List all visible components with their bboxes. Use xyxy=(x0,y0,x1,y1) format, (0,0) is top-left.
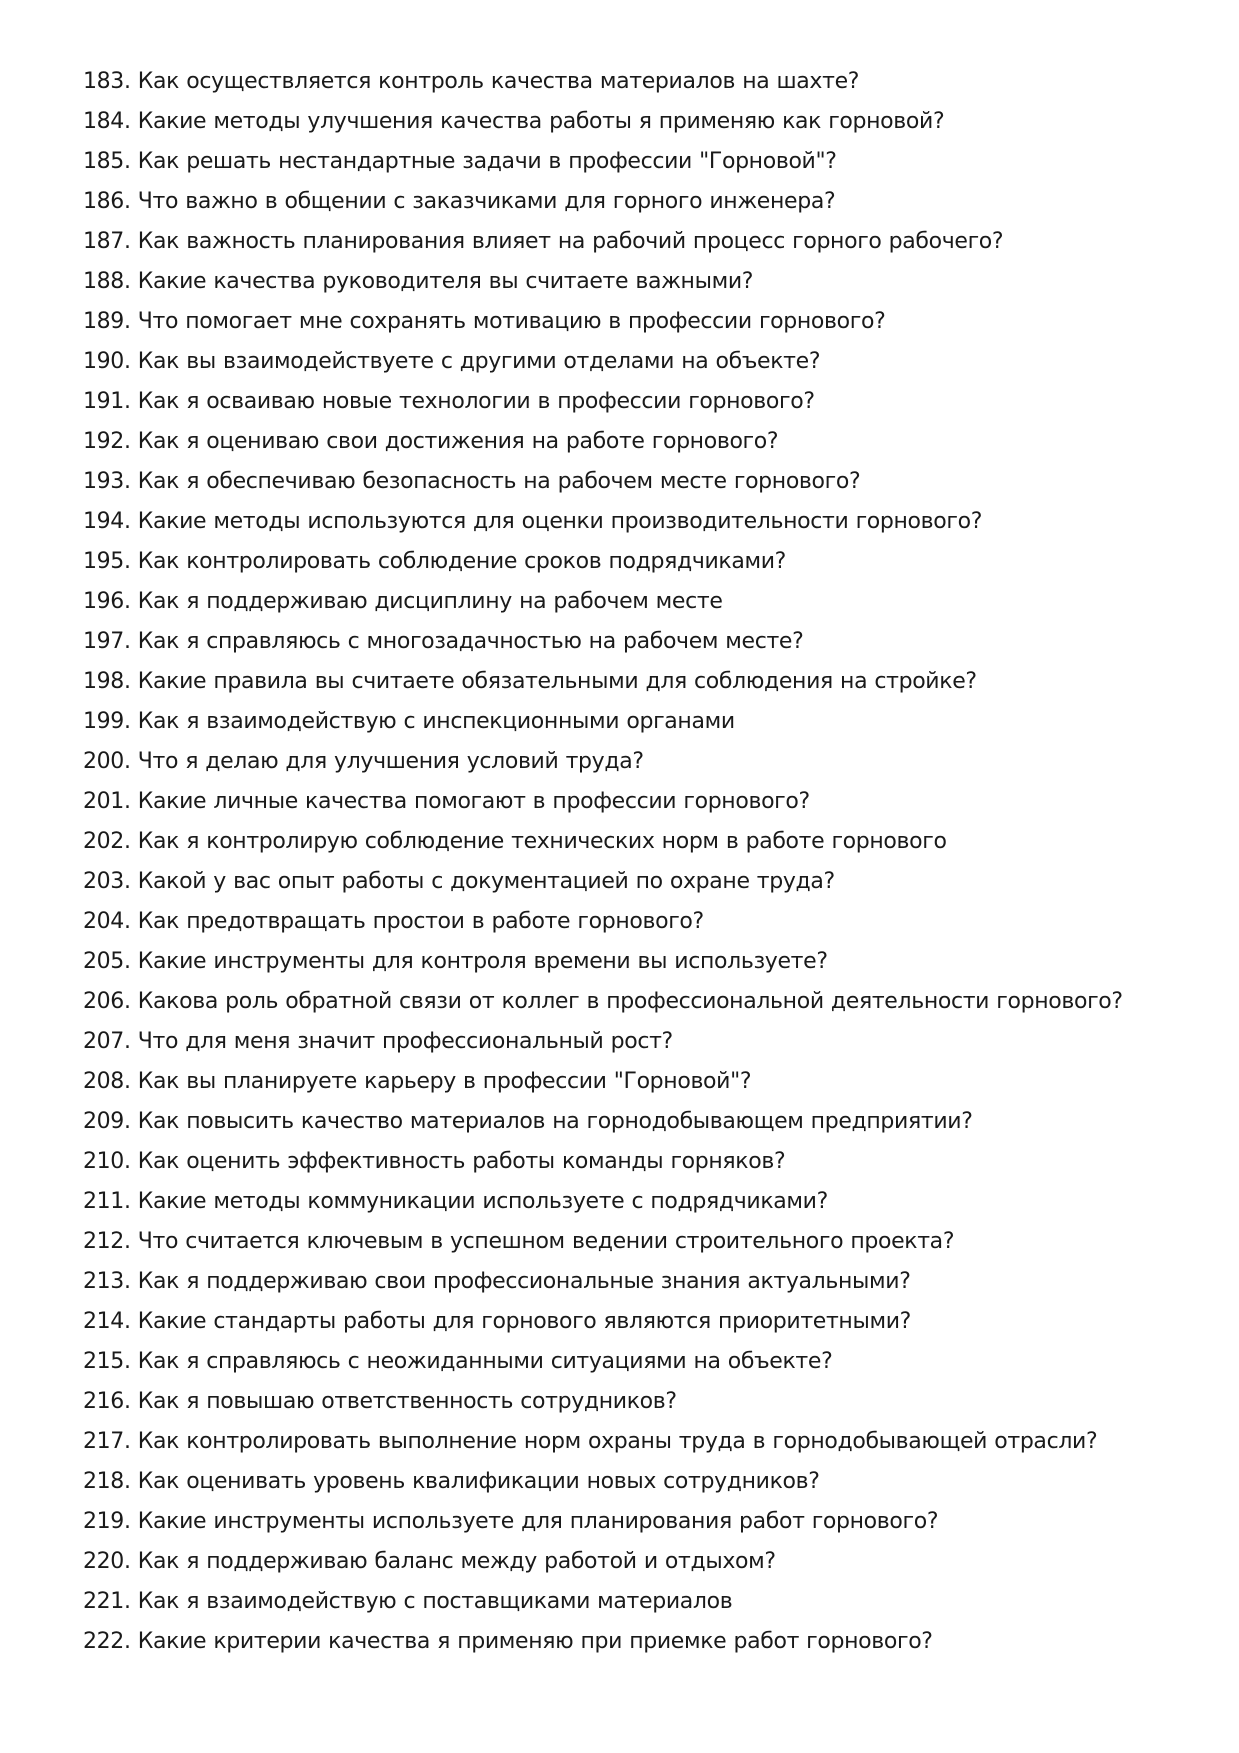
question-number: 214. xyxy=(83,1309,131,1334)
question-number: 200. xyxy=(83,749,131,774)
question-text: Какие инструменты используете для планирования работ горнового? xyxy=(137,1509,939,1534)
question-text: Как я поддерживаю свои профессиональные знания актуальными? xyxy=(137,1269,911,1294)
question-number: 183. xyxy=(83,69,131,94)
question-text: Что помогает мне сохранять мотивацию в профессии горнового? xyxy=(137,309,886,334)
question-number: 193. xyxy=(83,469,131,494)
question-number: 217. xyxy=(83,1429,131,1454)
question-number: 216. xyxy=(83,1389,131,1414)
question-item xyxy=(83,582,1193,622)
question-item xyxy=(83,1582,1193,1622)
question-text: Что я делаю для улучшения условий труда? xyxy=(137,749,644,774)
question-item xyxy=(83,1622,1193,1662)
question-number: 184. xyxy=(83,109,131,134)
question-text: Как оценивать уровень квалификации новых сотрудников? xyxy=(137,1469,820,1494)
question-number: 203. xyxy=(83,869,131,894)
question-number: 185. xyxy=(83,149,131,174)
question-item xyxy=(83,1262,1193,1302)
question-item xyxy=(83,622,1193,662)
question-item xyxy=(83,982,1193,1022)
question-text: Какие методы используются для оценки производительности горнового? xyxy=(137,509,983,534)
question-item xyxy=(83,1302,1193,1342)
question-number: 197. xyxy=(83,629,131,654)
question-text: Какие качества руководителя вы считаете важными? xyxy=(137,269,754,294)
question-list xyxy=(83,62,1193,1662)
question-text: Как контролировать выполнение норм охраны труда в горнодобывающей отрасли? xyxy=(137,1429,1098,1454)
question-text: Как контролировать соблюдение сроков подрядчиками? xyxy=(137,549,786,574)
question-text: Как я оцениваю свои достижения на работе горнового? xyxy=(137,429,779,454)
question-number: 189. xyxy=(83,309,131,334)
question-item xyxy=(83,1102,1193,1142)
question-number: 222. xyxy=(83,1629,131,1654)
question-item xyxy=(83,422,1193,462)
question-item xyxy=(83,1342,1193,1382)
question-item xyxy=(83,1382,1193,1422)
question-text: Как я взаимодействую с инспекционными органами xyxy=(137,709,735,734)
question-item xyxy=(83,942,1193,982)
question-text: Как важность планирования влияет на рабочий процесс горного рабочего? xyxy=(137,229,1004,254)
question-number: 215. xyxy=(83,1349,131,1374)
question-text: Какие методы улучшения качества работы я применяю как горновой? xyxy=(137,109,945,134)
question-number: 209. xyxy=(83,1109,131,1134)
question-text: Какие методы коммуникации используете с подрядчиками? xyxy=(137,1189,828,1214)
question-item xyxy=(83,462,1193,502)
question-number: 213. xyxy=(83,1269,131,1294)
question-text: Какой у вас опыт работы с документацией по охране труда? xyxy=(137,869,835,894)
question-number: 192. xyxy=(83,429,131,454)
question-number: 188. xyxy=(83,269,131,294)
question-item xyxy=(83,1222,1193,1262)
question-text: Как я поддерживаю баланс между работой и отдыхом? xyxy=(137,1549,776,1574)
question-number: 199. xyxy=(83,709,131,734)
question-number: 207. xyxy=(83,1029,131,1054)
question-item xyxy=(83,1462,1193,1502)
question-item xyxy=(83,1022,1193,1062)
question-number: 221. xyxy=(83,1589,131,1614)
question-item xyxy=(83,702,1193,742)
question-text: Какие критерии качества я применяю при приемке работ горнового? xyxy=(137,1629,933,1654)
question-number: 202. xyxy=(83,829,131,854)
question-item xyxy=(83,782,1193,822)
question-text: Как я поддерживаю дисциплину на рабочем месте xyxy=(137,589,723,614)
question-text: Как я справляюсь с неожиданными ситуациями на объекте? xyxy=(137,1349,833,1374)
question-text: Какие личные качества помогают в профессии горнового? xyxy=(137,789,810,814)
question-text: Как я осваиваю новые технологии в профессии горнового? xyxy=(137,389,815,414)
question-text: Как я обеспечиваю безопасность на рабочем месте горнового? xyxy=(137,469,861,494)
question-text: Как вы взаимодействуете с другими отделами на объекте? xyxy=(137,349,821,374)
question-item xyxy=(83,1542,1193,1582)
question-item xyxy=(83,262,1193,302)
question-text: Как решать нестандартные задачи в профессии "Горновой"? xyxy=(137,149,837,174)
question-text: Что важно в общении с заказчиками для горного инженера? xyxy=(137,189,836,214)
question-item xyxy=(83,502,1193,542)
question-text: Какие стандарты работы для горнового являются приоритетными? xyxy=(137,1309,912,1334)
question-number: 208. xyxy=(83,1069,131,1094)
question-item xyxy=(83,862,1193,902)
question-item xyxy=(83,302,1193,342)
question-item xyxy=(83,142,1193,182)
question-item xyxy=(83,1422,1193,1462)
question-item xyxy=(83,742,1193,782)
question-number: 205. xyxy=(83,949,131,974)
question-text: Что для меня значит профессиональный рост? xyxy=(137,1029,673,1054)
question-number: 198. xyxy=(83,669,131,694)
question-number: 194. xyxy=(83,509,131,534)
question-item xyxy=(83,182,1193,222)
question-number: 219. xyxy=(83,1509,131,1534)
question-item xyxy=(83,542,1193,582)
question-number: 186. xyxy=(83,189,131,214)
question-item xyxy=(83,1062,1193,1102)
question-number: 210. xyxy=(83,1149,131,1174)
question-number: 220. xyxy=(83,1549,131,1574)
question-item xyxy=(83,102,1193,142)
question-text: Какие инструменты для контроля времени вы используете? xyxy=(137,949,828,974)
question-number: 187. xyxy=(83,229,131,254)
question-item xyxy=(83,382,1193,422)
question-item xyxy=(83,62,1193,102)
question-number: 204. xyxy=(83,909,131,934)
question-item xyxy=(83,902,1193,942)
question-item xyxy=(83,662,1193,702)
question-item xyxy=(83,1182,1193,1222)
question-text: Как я контролирую соблюдение технических норм в работе горнового xyxy=(137,829,947,854)
question-number: 201. xyxy=(83,789,131,814)
question-item xyxy=(83,822,1193,862)
question-number: 218. xyxy=(83,1469,131,1494)
question-text: Как я повышаю ответственность сотрудников? xyxy=(137,1389,677,1414)
question-number: 212. xyxy=(83,1229,131,1254)
question-text: Как предотвращать простои в работе горнового? xyxy=(137,909,704,934)
question-text: Какова роль обратной связи от коллег в профессиональной деятельности горнового? xyxy=(137,989,1123,1014)
question-text: Как вы планируете карьеру в профессии "Горновой"? xyxy=(137,1069,752,1094)
question-number: 190. xyxy=(83,349,131,374)
question-item xyxy=(83,1142,1193,1182)
question-item xyxy=(83,222,1193,262)
question-text: Что считается ключевым в успешном ведении строительного проекта? xyxy=(137,1229,955,1254)
question-number: 195. xyxy=(83,549,131,574)
question-text: Как повысить качество материалов на горнодобывающем предприятии? xyxy=(137,1109,973,1134)
question-text: Как я справляюсь с многозадачностью на рабочем месте? xyxy=(137,629,804,654)
question-number: 211. xyxy=(83,1189,131,1214)
question-number: 206. xyxy=(83,989,131,1014)
question-text: Как я взаимодействую с поставщиками материалов xyxy=(137,1589,733,1614)
question-text: Как осуществляется контроль качества материалов на шахте? xyxy=(137,69,860,94)
question-text: Как оценить эффективность работы команды горняков? xyxy=(137,1149,786,1174)
question-item xyxy=(83,342,1193,382)
question-number: 196. xyxy=(83,589,131,614)
question-text: Какие правила вы считаете обязательными для соблюдения на стройке? xyxy=(137,669,977,694)
question-number: 191. xyxy=(83,389,131,414)
question-item xyxy=(83,1502,1193,1542)
